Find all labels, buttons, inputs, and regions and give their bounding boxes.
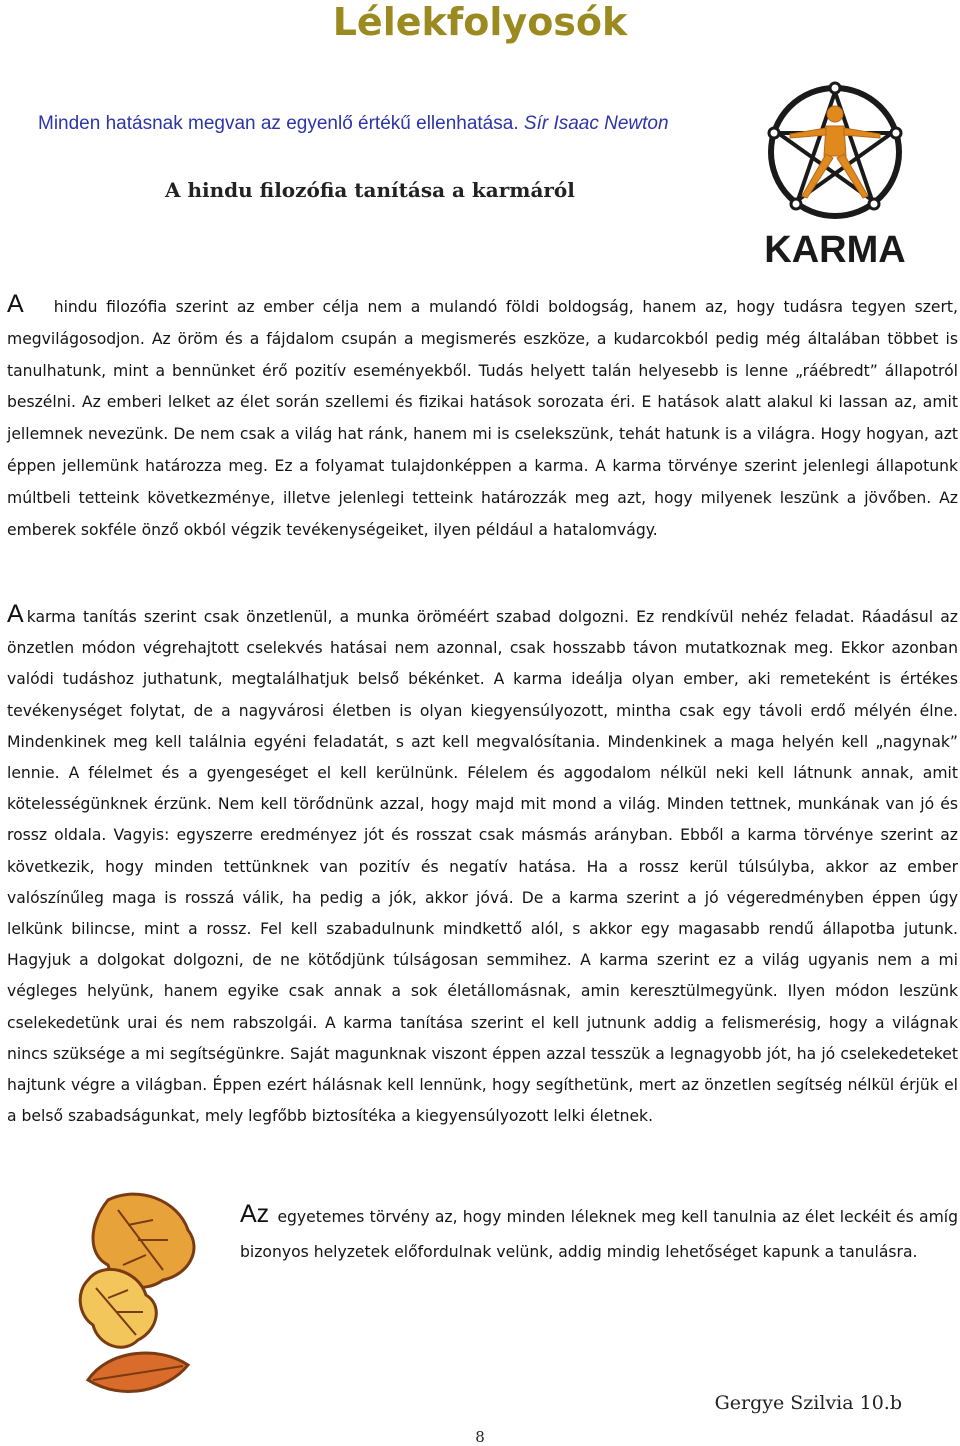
paragraph-2 [7, 602, 958, 1132]
dropcap-2: A [7, 600, 24, 628]
paragraph-2-text: karma tanítás szerint csak önzetlenül, a munka öröméért szabad dolgozni. Ez rendkívül nehéz feladat. Ráadásul az önzetlen módon végrehajtott cselekvés hatásai nem azonnal, csak hosszabb távon mutatkoznak meg. Ekkor azonban valódi tudáshoz juthatunk, megtalálhatjuk belső békénket. A karma ideálja olyan ember, aki remeteként is értékes tevékenységet folytat, de a nagyvárosi életben is olyan kiegyensúlyozott, mintha csak egy távoli erdő mélyén élne. Mindenkinek meg kell találnia egyéni feladatát, s azt kell megvalósítania. Mindenkinek a maga helyén kell „nagynak” lennie. A félelmet és a gyengeséget el kell kerülnünk. Félelem és aggodalom nélkül neki kell látnunk annak, amit kötelességünknek érzünk. Nem kell törődnünk azzal, hogy majd mit mond a világ. Minden tettnek, munkának van jó és rossz oldala. Vagyis: egyszerre eredményez jót és rosszat csak másmás arányban. Ebből a karma törvénye szerint az következik, hogy minden tettünknek van pozitív és negatív hatása. Ha a rossz kerül túlsúlyba, akkor az ember valószínűleg maga is rosszá válik, ha pedig a jók, akkor jóvá. De a karma szerint a jó végeredményben éppen úgy lelkünk bilincse, mint a rossz. Fel kell szabadulnunk mindkettő alól, s akkor egy magasabb rendű állapotba jutunk. Hagyjuk a dolgokat dolgozni, de ne kötődjünk túlságosan semmihez. A karma szerint ez a világ ugyanis nem a mi végleges helyünk, hanem egyike csak annak a sok életállomásnak, amin keresztülmegyünk. Ilyen módon leszünk cselekedetünk urai és nem rabszolgái. A karma tanítása szerint el kell jutnunk addig a felismerésig, hogy a világnak nincs szüksége a mi segítségünkre. Saját magunknak viszont éppen azzal tesszük a legnagyobb jót, ha jó cselekedeteket hajtunk végre a világban. Éppen ezért hálásnak kell lennünk, hogy segíthetünk, mert az önzetlen segítség nélkül érjük el a belső szabadságunkat, mely legfőbb biztosítéka a kiegyensúlyozott lelki életnek. [7, 608, 958, 1126]
karma-logo [760, 78, 910, 270]
paragraph-1-text: hindu filozófia szerint az ember célja nem a mulandó földi boldogság, hanem az, hogy tudásra tegyen szert, megvilágosodjon. Az öröm és a fájdalom csupán a megismerés eszköze, a kudarcokból pedig még általában többet is tanulhatunk, mint a bennünket érő pozitív eseményekből. Tudás helyett talán helyesebb is lenne „ráébredt” állapotról beszélni. Az emberi lelket az élet során szellemi és fizikai hatások sorozata éri. E hatások alatt alakul ki lassan az, amit jellemnek nevezünk. De nem csak a világ hat ránk, hanem mi is cselekszünk, tehát hatunk is a világra. Hogy hogyan, azt éppen jellemünk határozza meg. Ez a folyamat tulajdonképpen a karma. A karma törvénye szerint jelenlegi állapotunk múltbeli tetteink következménye, illetve jelenlegi tetteink határozzák meg azt, hogy milyenek leszünk a jövőben. Az emberek sokféle önző okból végzik tevékenységeiket, ilyen például a hatalomvágy. [7, 298, 958, 539]
paragraph-3 [240, 1200, 958, 1270]
quote-text: Minden hatásnak megvan az egyenlő értékű ellenhatása. [38, 113, 519, 134]
article-subtitle: A hindu filozófia tanítása a karmáról [165, 178, 575, 202]
autumn-leaves-illustration [68, 1180, 228, 1410]
dropcap-3: Az [240, 1200, 270, 1228]
quote-author: Sír Isaac Newton [523, 113, 669, 134]
logo-text: KARMA [764, 229, 906, 270]
paragraph-3-text: egyetemes törvény az, hogy minden léleknek meg kell tanulnia az élet leckéit és amíg bizonyos helyzetek előfordulnak velünk, addig mindig lehetőséget kapunk a tanulásra. [240, 1208, 958, 1261]
page-title: Lélekfolyosók [332, 0, 628, 44]
newton-quote [38, 113, 738, 135]
paragraph-1 [7, 292, 958, 546]
page-number: 8 [475, 1428, 485, 1446]
leaf-icon [88, 1353, 188, 1392]
dropcap-1: A [7, 290, 24, 318]
author-signature: Gergye Szilvia 10.b [714, 1392, 902, 1414]
